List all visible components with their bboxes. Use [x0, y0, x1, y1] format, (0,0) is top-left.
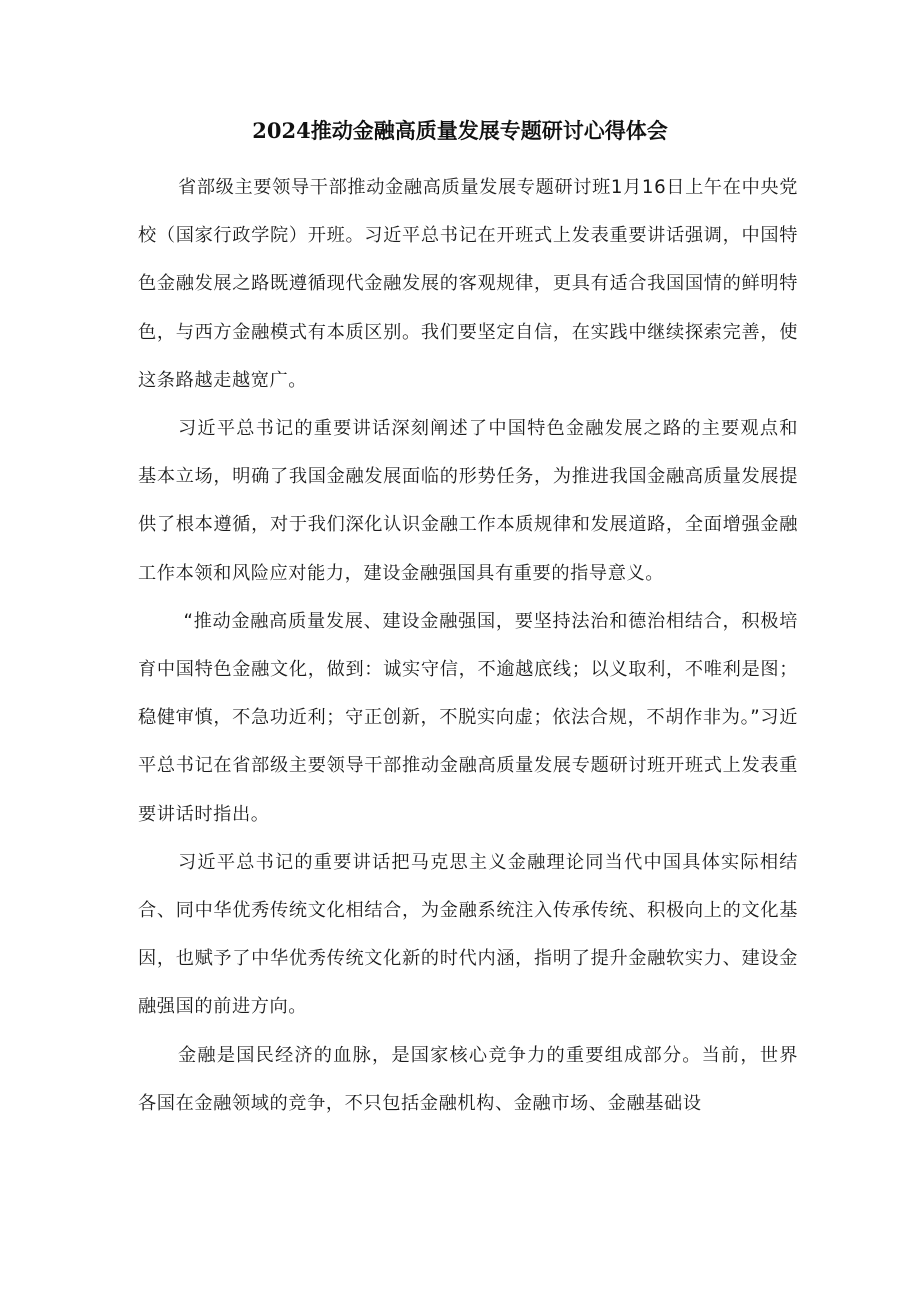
document-body — [138, 164, 798, 1128]
paragraph-1: 省部级主要领导干部推动金融高质量发展专题研讨班1月16日上午在中央党校（国家行政学院）开班。习近平总书记在开班式上发表重要讲话强调，中国特色金融发展之路既遵循现代金融发展的客观规律，更具有适合我国国情的鲜明特色，与西方金融模式有本质区别。我们要坚定自信，在实践中继续探索完善，使这条路越走越宽广。 — [138, 177, 798, 391]
document-title: 2024推动金融高质量发展专题研讨心得体会 — [252, 118, 668, 143]
paragraph-5: 金融是国民经济的血脉，是国家核心竞争力的重要组成部分。当前，世界各国在金融领域的竞争，不只包括金融机构、金融市场、金融基础设 — [138, 1044, 798, 1114]
paragraph-2: 习近平总书记的重要讲话深刻阐述了中国特色金融发展之路的主要观点和基本立场，明确了我国金融发展面临的形势任务，为推进我国金融高质量发展提供了根本遵循，对于我们深化认识金融工作本质规律和发展道路，全面增强金融工作本领和风险应对能力，建设金融强国具有重要的指导意义。 — [138, 418, 798, 584]
paragraph-3: “推动金融高质量发展、建设金融强国，要坚持法治和德治相结合，积极培育中国特色金融文化，做到：诚实守信，不逾越底线；以义取利，不唯利是图；稳健审慎，不急功近利；守正创新，不脱实向虚；依法合规，不胡作非为。”习近平总书记在省部级主要领导干部推动金融高质量发展专题研讨班开班式上发表重要讲话时指出。 — [138, 610, 798, 825]
paragraph-4: 习近平总书记的重要讲话把马克思主义金融理论同当代中国具体实际相结合、同中华优秀传统文化相结合，为金融系统注入传承传统、积极向上的文化基因，也赋予了中华优秀传统文化新的时代内涵，指明了提升金融软实力、建设金融强国的前进方向。 — [138, 851, 798, 1018]
